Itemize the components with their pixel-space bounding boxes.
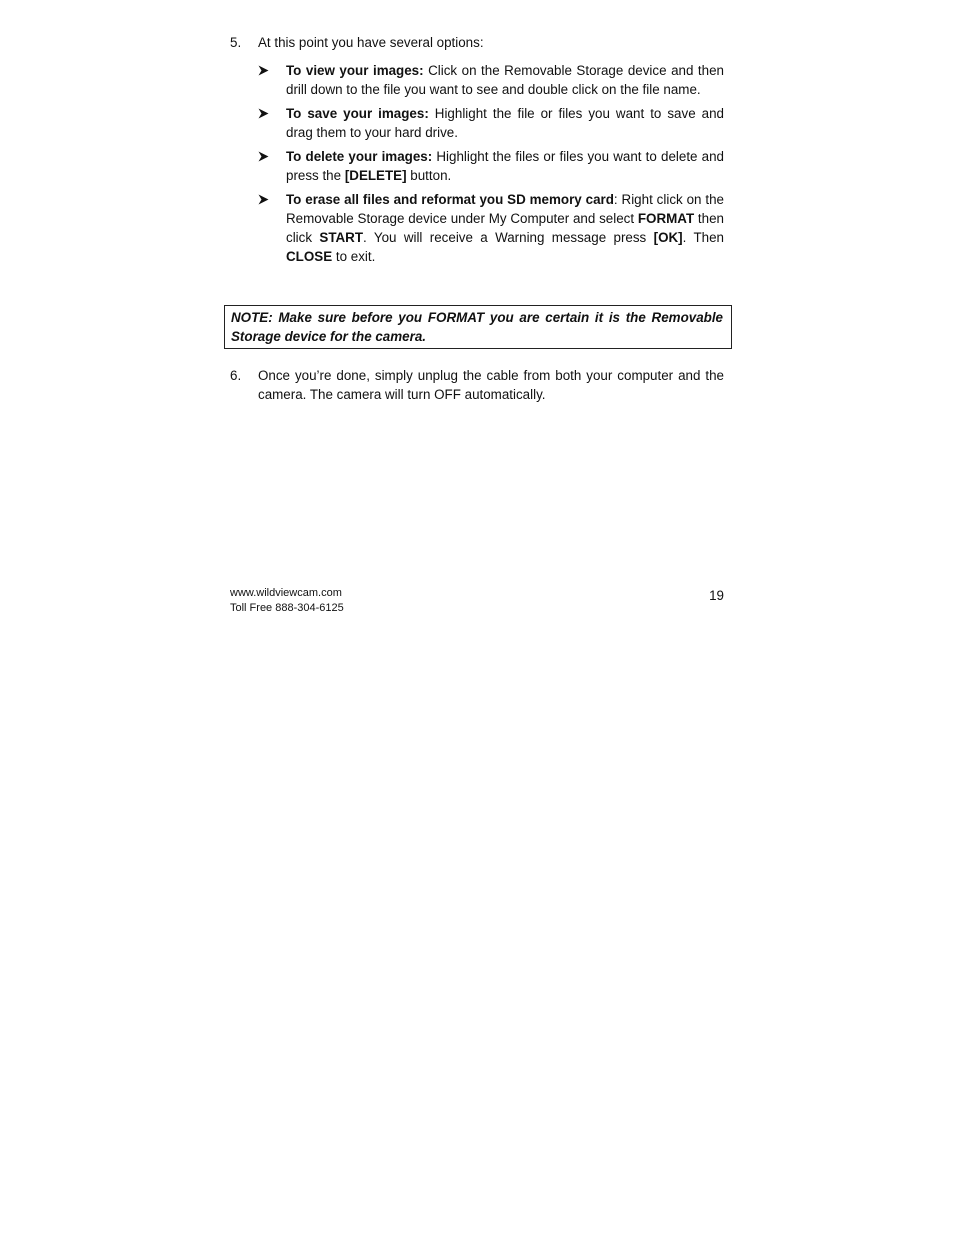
footer-contact	[230, 586, 344, 616]
options-list	[258, 61, 724, 271]
step-6	[230, 366, 724, 404]
ok-label: [OK]	[653, 230, 683, 245]
option-text: then click	[286, 211, 724, 245]
option-text: . You will receive a Warning message press	[363, 230, 654, 245]
arrow-bullet-icon	[258, 151, 269, 162]
close-label: CLOSE	[286, 249, 333, 264]
step-text: Once you’re done, simply unplug the cable from both your computer and the camera. The camera will turn OFF automatically.	[258, 368, 724, 402]
option-save-images	[258, 104, 724, 142]
note-box: NOTE: Make sure before you FORMAT you are certain it is the Removable Storage device for the camera.	[224, 305, 732, 349]
option-title: To view your images:	[286, 63, 424, 78]
start-label: START	[319, 230, 364, 245]
option-delete-images	[258, 147, 724, 185]
arrow-bullet-icon	[258, 65, 269, 76]
option-title: To save your images:	[286, 106, 429, 121]
footer-phone: Toll Free 888-304-6125	[230, 602, 344, 614]
option-text: Click on the Removable Storage device and then drill down to the file you want to see and double click on the file name.	[286, 63, 724, 97]
arrow-bullet-icon	[258, 194, 269, 205]
step-5	[230, 33, 724, 52]
option-erase-format	[258, 190, 724, 266]
option-text: : Right click on the Removable Storage device under My Computer and select	[286, 192, 724, 226]
delete-key-label: [DELETE]	[344, 168, 407, 183]
step-number: 5.	[230, 35, 242, 50]
option-text: button.	[406, 168, 452, 183]
arrow-bullet-icon	[258, 108, 269, 119]
option-title: To delete your images:	[286, 149, 433, 164]
format-label: FORMAT	[637, 211, 695, 226]
option-text: . Then	[682, 230, 724, 245]
step-text: At this point you have several options:	[258, 35, 484, 50]
footer-website: www.wildviewcam.com	[230, 587, 342, 599]
option-text: Highlight the file or files you want to save and drag them to your hard drive.	[286, 106, 724, 140]
step-number: 6.	[230, 368, 242, 383]
option-text: to exit.	[332, 249, 376, 264]
option-view-images	[258, 61, 724, 99]
option-text: Highlight the files or files you want to delete and press the	[286, 149, 724, 183]
option-title: To erase all files and reformat you SD memory card	[286, 192, 614, 207]
page-number: 19	[709, 588, 724, 603]
